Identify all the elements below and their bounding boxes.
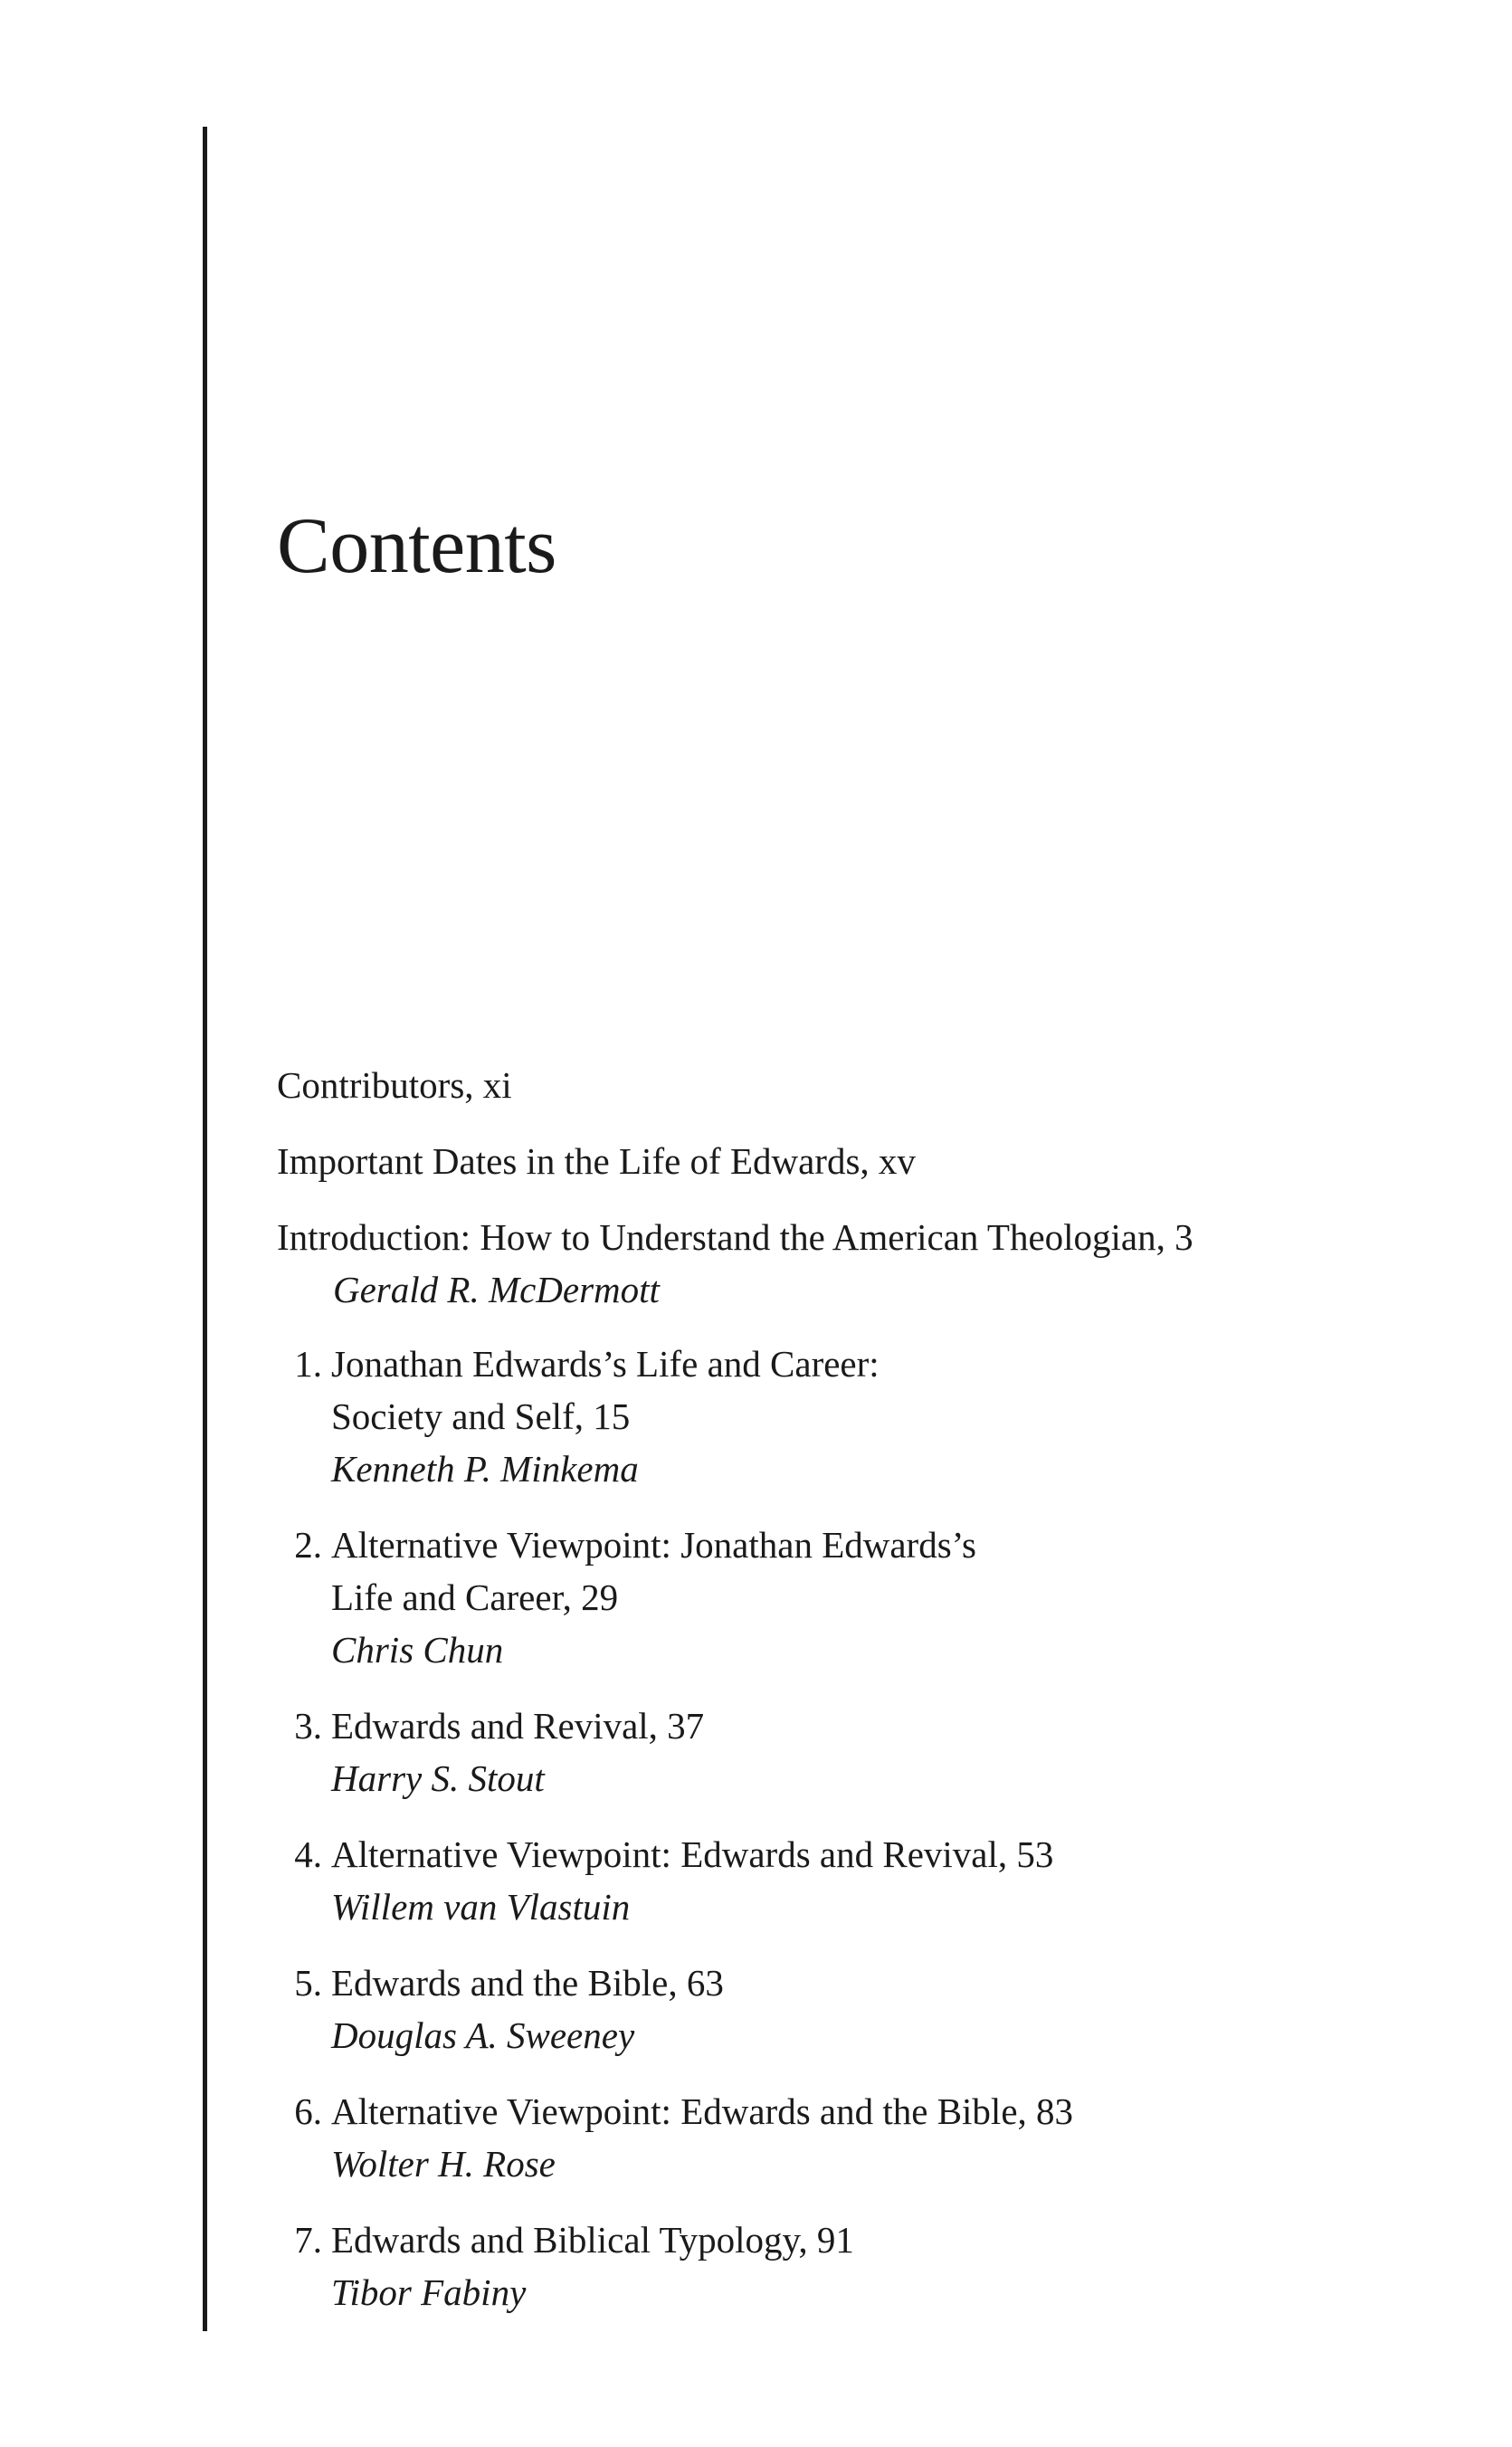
toc-entry-title: Alternative Viewpoint: Jonathan Edwards’s — [331, 1524, 976, 1566]
chapter-number: 2. — [294, 1524, 322, 1566]
page-title: Contents — [277, 502, 556, 590]
toc-entry-title: Alternative Viewpoint: Edwards and the Bible, 83 — [331, 2090, 1074, 2132]
toc-entry-title-continued: Society and Self, 15 — [331, 1395, 631, 1437]
vertical-rule — [203, 127, 207, 2331]
toc-entry-title: Edwards and Biblical Typology, 91 — [331, 2219, 854, 2261]
toc-entry-author: Tibor Fabiny — [331, 2271, 527, 2313]
toc-entry-title: Edwards and the Bible, 63 — [331, 1962, 724, 2004]
toc-entry-title: Introduction: How to Understand the American Theologian, 3 — [277, 1216, 1193, 1258]
chapter-number: 3. — [294, 1705, 322, 1747]
toc-entry-important-dates[interactable] — [277, 1135, 1363, 1187]
toc-entry-introduction[interactable] — [277, 1211, 1363, 1316]
toc-entry-title-continued: Life and Career, 29 — [331, 1576, 619, 1618]
toc-entry-author: Gerald R. McDermott — [333, 1269, 660, 1310]
toc-entry-author: Douglas A. Sweeney — [331, 2014, 635, 2056]
toc-entry-title: Jonathan Edwards’s Life and Career: — [331, 1343, 880, 1385]
toc-entry-chapter-3[interactable] — [277, 1700, 1363, 1804]
chapter-number: 5. — [294, 1962, 322, 2004]
toc-entry-author: Chris Chun — [331, 1629, 504, 1671]
toc-entry-author: Harry S. Stout — [331, 1757, 545, 1799]
toc-entry-chapter-2[interactable] — [277, 1519, 1363, 1676]
toc-entry-chapter-5[interactable] — [277, 1957, 1363, 2061]
table-of-contents — [277, 1059, 1363, 2342]
toc-entry-author: Wolter H. Rose — [331, 2143, 556, 2185]
toc-entry-title: Alternative Viewpoint: Edwards and Revival, 53 — [331, 1833, 1054, 1875]
toc-entry-author: Kenneth P. Minkema — [331, 1448, 639, 1490]
toc-entry-title: Important Dates in the Life of Edwards, xv — [277, 1140, 916, 1182]
chapter-number: 7. — [294, 2219, 322, 2261]
toc-entry-chapter-1[interactable] — [277, 1338, 1363, 1495]
chapter-number: 6. — [294, 2090, 322, 2132]
toc-entry-contributors[interactable] — [277, 1059, 1363, 1111]
chapter-number: 4. — [294, 1833, 322, 1875]
toc-entry-chapter-6[interactable] — [277, 2085, 1363, 2190]
toc-entry-title: Contributors, xi — [277, 1064, 512, 1106]
toc-entry-author: Willem van Vlastuin — [331, 1886, 631, 1928]
toc-entry-chapter-4[interactable] — [277, 1828, 1363, 1933]
chapter-number: 1. — [294, 1343, 322, 1385]
toc-entry-title: Edwards and Revival, 37 — [331, 1705, 705, 1747]
toc-entry-chapter-7[interactable] — [277, 2214, 1363, 2318]
